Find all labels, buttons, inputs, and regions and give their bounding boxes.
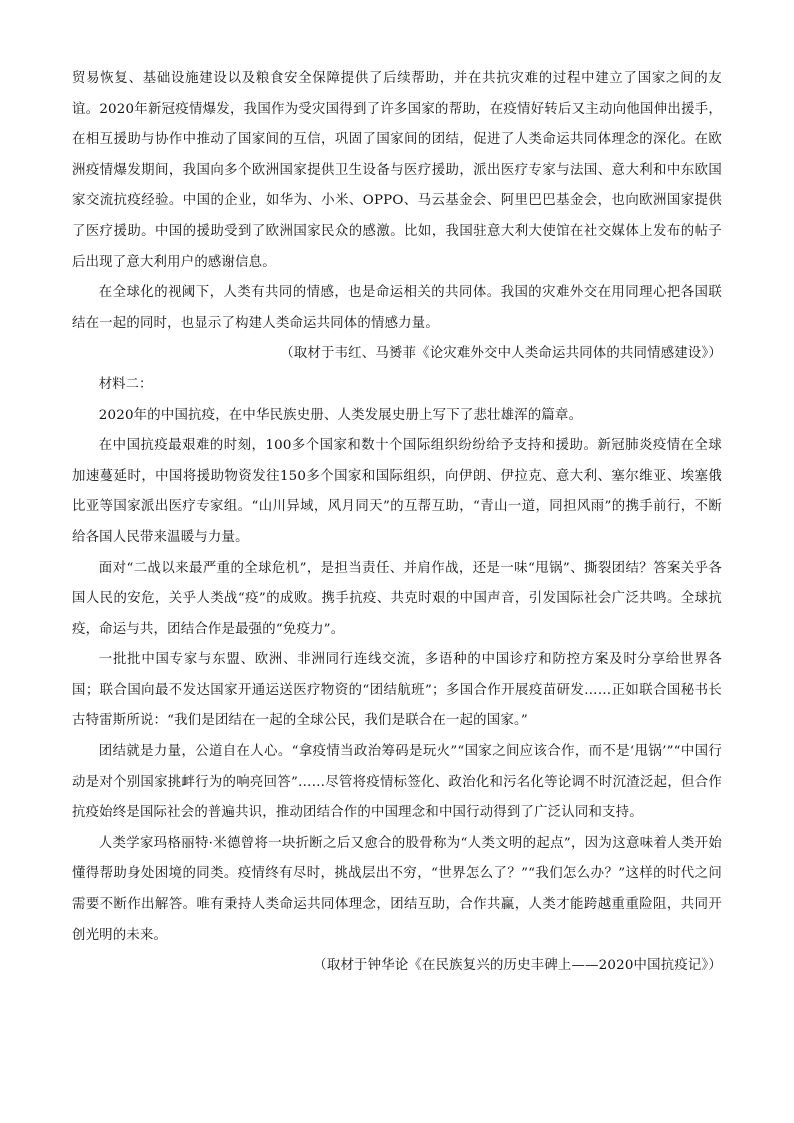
material-two-heading: 材料二： (98, 376, 153, 392)
source-citation-2: （取材于钟华论《在民族复兴的历史丰碑上——2020中国抗疫记》） (313, 958, 722, 974)
paragraph-aid: 在中国抗疫最艰难的时刻，100多个国家和数十个国际组织纷纷给予支持和援助。新冠肺炎疫情在全球加速蔓延时，中国将援助物资发往150多个国家和国际组织，向伊朗、伊拉克、意大利、塞尔维亚、埃塞俄比亚等国家派出医疗专家组。“山川异域，风月同天”的互帮互助，“青山一道，同担风雨”的携手前行，不断给各国人民带来温暖与力量。 (72, 438, 722, 545)
paragraph-global-emotion: 在全球化的视阈下，人类有共同的情感，也是命运相关的共同体。我国的灾难外交在用同理心把各国联结在一起的同时，也显示了构建人类命运共同体的情感力量。 (72, 285, 722, 331)
source-citation-1: （取材于韦红、马赟菲《论灾难外交中人类命运共同体的共同情感建设》） (280, 346, 722, 362)
paragraph-continuation: 贸易恢复、基础设施建设以及粮食安全保障提供了后续帮助，并在共抗灾难的过程中建立了国家之间的友谊。2020年新冠疫情爆发，我国作为受灾国得到了许多国家的帮助，在疫情好转后又主动向他国伸出援手，在相互援助与协作中推动了国家间的互信，巩固了国家间的团结，促进了人类命运共同体理念的深化。在欧洲疫情爆发期间，我国向多个欧洲国家提供卫生设备与医疗援助，派出医疗专家与法国、意大利和中东欧国家交流抗疫经验。中国的企业，如华为、小米、OPPO、马云基金会、阿里巴巴基金会，也向欧洲国家提供了医疗援助。中国的援助受到了欧洲国家民众的感激。比如，我国驻意大利大使馆在社交媒体上发布的帖子后出现了意大利用户的感谢信息。 (72, 71, 722, 270)
paragraph-unity: 团结就是力量，公道自在人心。“拿疫情当政治筹码是玩火”“国家之间应该合作，而不是‘甩锅’”“中国行动是对个别国家挑衅行为的响亮回答”……尽管将疫情标签化、政治化和污名化等论调不时沉渣泛起，但合作抗疫始终是国际社会的普遍共识，推动团结合作的中国理念和中国行动得到了广泛认同和支持。 (72, 744, 722, 821)
paragraph-mead: 人类学家玛格丽特·米德曾将一块折断之后又愈合的股骨称为“人类文明的起点”，因为这意味着人类开始懂得帮助身处困境的同类。疫情终有尽时，挑战层出不穷，“世界怎么了？”“我们怎么办？”这样的时代之问需要不断作出解答。唯有秉持人类命运共同体理念，团结互助，合作共赢，人类才能跨越重重险阻，共同开创光明的未来。 (72, 835, 722, 943)
paragraph-crisis: 面对“二战以来最严重的全球危机”，是担当责任、并肩作战，还是一味“甩锅”、撕裂团结？答案关乎各国人民的安危，关乎人类战“疫”的成败。携手抗疫、共克时艰的中国声音，引发国际社会广泛共鸣。全球抗疫，命运与共，团结合作是最强的“免疫力”。 (72, 560, 722, 637)
paragraph-experts: 一批批中国专家与东盟、欧洲、非洲同行连线交流，多语种的中国诊疗和防控方案及时分享给世界各国；联合国向最不发达国家开通运送医疗物资的“团结航班”；多国合作开展疫苗研发……正如联合国秘书长古特雷斯所说：“我们是团结在一起的全球公民，我们是联合在一起的国家。” (72, 652, 722, 729)
paragraph-2020-fight: 2020年的中国抗疫，在中华民族史册、人类发展史册上写下了悲壮雄浑的篇章。 (98, 407, 583, 423)
document-page (72, 64, 722, 982)
